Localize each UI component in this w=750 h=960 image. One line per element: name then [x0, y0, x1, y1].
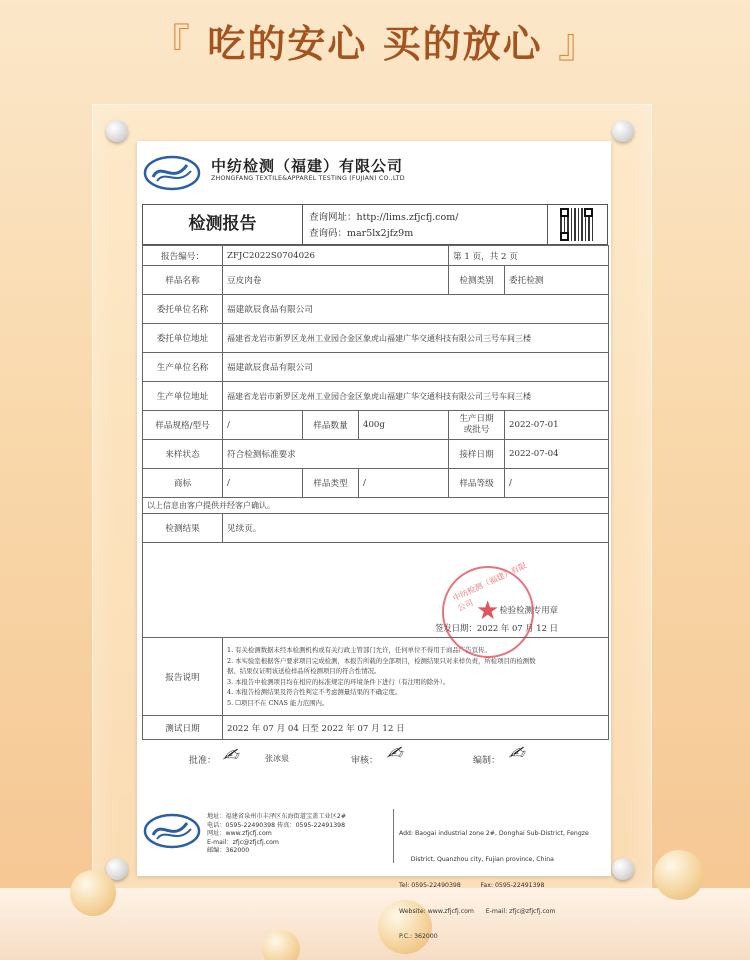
table-row: [143, 295, 609, 324]
footer-line: E-mail：zfjc@zfjcfj.com: [207, 838, 279, 846]
list-item: 2. 本实验室根据客户要求项目完成检测，本报告所载的全部项目，检测结果只对来样负责，所检项目的检测数: [227, 656, 536, 665]
label-qty: 样品数量: [303, 411, 359, 440]
table-row: [143, 440, 609, 469]
list-item: 1. 有关检测数据未经本检测机构或有关行政主管部门允许，任何单位不得用于商品广告宣传。: [227, 646, 491, 654]
table-row: [143, 716, 609, 740]
company-name-en: ZHONGFANG TEXTILE&APPAREL TESTING (FUJIAN) CO.,LTD: [211, 175, 405, 182]
label-sample-name: 样品名称: [143, 266, 223, 295]
value-spec: /: [223, 411, 303, 440]
footer-line: 地址：福建省泉州市丰泽区东海街道宝盖工业区2#: [207, 813, 347, 820]
star-icon: ★: [476, 596, 500, 626]
table-row: [143, 266, 609, 295]
label-recv-date: 接样日期: [449, 440, 505, 469]
footer-line: 网址：www.zfjcfj.com: [207, 830, 272, 838]
footer-line: P.C.: 362000: [399, 933, 438, 941]
qr-code-icon: [547, 205, 607, 244]
pin-icon: [612, 858, 634, 880]
label-test-type: 检测类别: [449, 266, 505, 295]
client-confirm-note: 以上信息由客户提供并经客户确认。: [143, 498, 609, 514]
footer-line: District, Quanzhou city, Fujian province, China: [399, 855, 554, 863]
table-row: [143, 411, 609, 440]
edit-label: 编制：: [473, 756, 501, 766]
table-row: [143, 324, 609, 353]
value-client-name: 福建歆辰食品有限公司: [223, 295, 609, 324]
footer-line: 邮编：362000: [207, 847, 250, 855]
value-client-addr: 福建省龙岩市新罗区龙州工业园合金区象虎山福建广华交通科技有限公司三号车间三楼: [223, 324, 609, 353]
value-qty: 400g: [359, 411, 449, 440]
value-sample-type: /: [359, 469, 449, 498]
report-title: 检测报告: [143, 205, 303, 244]
test-report-sheet: [137, 141, 611, 941]
label-test-date: 测试日期: [143, 716, 223, 740]
decor-ball: [70, 870, 116, 916]
value-result: 见续页。: [223, 514, 609, 543]
label-prod-date: 生产日期 或批号: [449, 411, 505, 440]
decor-ball: [262, 930, 300, 960]
report-footer: [137, 801, 611, 941]
value-brand: /: [223, 469, 303, 498]
footer-divider: [393, 809, 394, 863]
seal-text: 中纺检测（福建）有限公司: [451, 561, 528, 613]
list-item: 据、结果仅证明该送检样品所检测项目的符合性情况。: [227, 667, 381, 675]
approve-printed-name: 张冰泉: [265, 754, 289, 763]
edit-signature: ✍︎: [506, 743, 527, 764]
value-page: 第 1 页，共 2 页: [449, 246, 609, 266]
value-sample-name: 豆皮肉卷: [223, 266, 449, 295]
review-label: 审核：: [351, 756, 379, 766]
table-row: [143, 498, 609, 514]
seal-label: 检验检测专用章: [499, 605, 559, 615]
footer-en: [399, 813, 589, 959]
query-url: 查询网址：http://lims.zfjcfj.com/: [309, 212, 459, 223]
table-row: [143, 543, 609, 638]
label-sample-type: 样品类型: [303, 469, 359, 498]
company-logo-icon: [143, 813, 201, 849]
list-item: 4. 本报告检测结果及符合性判定不考虑测量结果的不确定度。: [227, 688, 402, 696]
decor-ball: [654, 850, 704, 900]
table-row: [143, 246, 609, 266]
report-header: [137, 141, 611, 195]
value-producer-addr: 福建省龙岩市新罗区龙州工业园合金区象虎山福建广华交通科技有限公司三号车间三楼: [223, 382, 609, 411]
label-client-name: 委托单位名称: [143, 295, 223, 324]
report-notes-list: [227, 645, 604, 708]
value-prod-date: 2022-07-01: [505, 411, 609, 440]
footer-cn: [207, 813, 346, 856]
label-result: 检测结果: [143, 514, 223, 543]
list-item: 5. ☐项目不在 CNAS 能力范围内。: [227, 698, 329, 707]
label-report-no: 报告编号：: [143, 246, 223, 266]
table-row: [143, 514, 609, 543]
label-producer-name: 生产单位名称: [143, 353, 223, 382]
label-desc: 报告说明: [143, 638, 223, 716]
list-item: 3. 本报告中检测项目均在相应的标准规定的环境条件下进行（有注明的除外）。: [227, 677, 450, 686]
label-grade: 样品等级: [449, 469, 505, 498]
value-test-date: 2022 年 07 月 04 日至 2022 年 07 月 12 日: [223, 716, 609, 740]
value-grade: /: [505, 469, 609, 498]
footer-line: Website: www.zfjcfj.com E-mail: zfjc@zfjcfj.com: [399, 907, 556, 915]
label-brand: 商标: [143, 469, 223, 498]
official-seal: [442, 561, 534, 658]
report-info-table: [142, 245, 609, 740]
table-row: [143, 353, 609, 382]
approve-label: 批准：: [189, 756, 217, 766]
footer-line: Tel: 0595-22490398 Fax: 0595-22491398: [399, 881, 545, 889]
label-producer-addr: 生产单位地址: [143, 382, 223, 411]
label-client-addr: 委托单位地址: [143, 324, 223, 353]
headline-text: 吃的安心 买的放心: [207, 22, 543, 66]
review-signature: ✍︎: [384, 743, 405, 764]
company-name: 中纺检测（福建）有限公司: [211, 157, 404, 175]
query-code: 查询码：mar5lx2jfz9m: [309, 228, 414, 239]
table-row: [143, 469, 609, 498]
pin-icon: [612, 120, 634, 142]
headline: [0, 12, 750, 69]
value-test-type: 委托检测: [505, 266, 609, 295]
label-spec: 样品规格/型号: [143, 411, 223, 440]
report-title-bar: [142, 204, 608, 245]
value-state: 符合检测标准要求: [223, 440, 449, 469]
issue-date: 签发日期：2022 年 07 月 12 日: [435, 623, 559, 633]
approve-signature: ✍︎: [220, 745, 241, 766]
table-row: [143, 638, 609, 716]
label-state: 来样状态: [143, 440, 223, 469]
headline-bracket-open: 『: [150, 21, 193, 67]
value-producer-name: 福建歆辰食品有限公司: [223, 353, 609, 382]
table-row: [143, 382, 609, 411]
headline-bracket-close: 』: [557, 21, 600, 67]
pin-icon: [106, 120, 128, 142]
value-recv-date: 2022-07-04: [505, 440, 609, 469]
company-logo-icon: [143, 155, 201, 191]
value-report-no: ZFJC2022S0704026: [223, 246, 449, 266]
footer-line: 电话：0595-22490398 传真：0595-22491398: [207, 821, 346, 829]
footer-line: Add: Baogai industrial zone 2#, Donghai Sub-District, Fengze: [399, 830, 589, 838]
